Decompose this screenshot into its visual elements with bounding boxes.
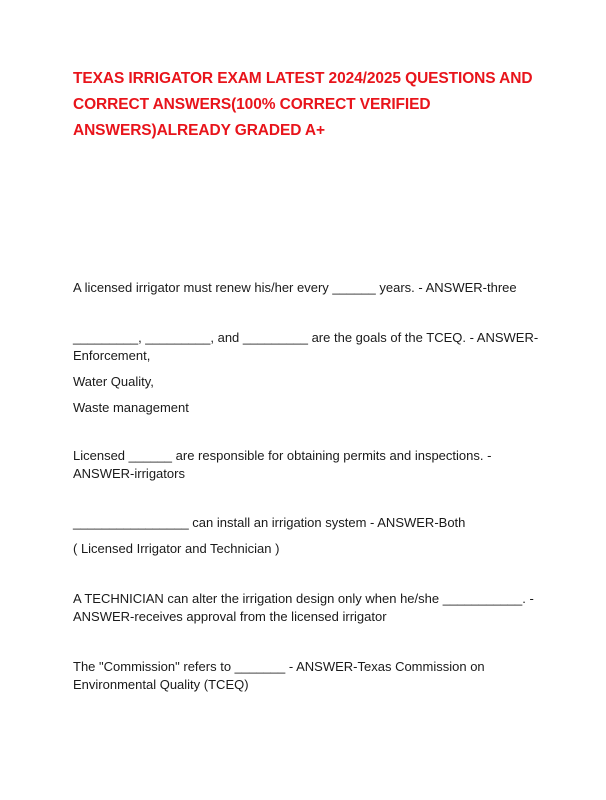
qa-text: A licensed irrigator must renew his/her every ______ years. - ANSWER-three	[73, 280, 517, 295]
qa-item-install	[73, 514, 543, 558]
qa-text: _________, _________, and _________ are the goals of the TCEQ. - ANSWER-Enforcement,	[73, 330, 539, 363]
qa-text: Water Quality,	[73, 374, 154, 389]
document-title: TEXAS IRRIGATOR EXAM LATEST 2024/2025 QUESTIONS AND CORRECT ANSWERS(100% CORRECT VERIFIED ANSWERS)ALREADY GRADED A+	[73, 70, 533, 139]
qa-item-technician	[73, 590, 543, 626]
qa-text: The "Commission" refers to _______ - ANSWER-Texas Commission on Environmental Quality (TCEQ)	[73, 659, 485, 692]
qa-text: ________________ can install an irrigation system - ANSWER-Both	[73, 515, 466, 530]
qa-text: Waste management	[73, 400, 189, 415]
qa-text: Licensed ______ are responsible for obtaining permits and inspections. - ANSWER-irrigators	[73, 448, 492, 481]
qa-text: A TECHNICIAN can alter the irrigation design only when he/she ___________. - ANSWER-receives approval from the licensed irrigator	[73, 591, 534, 624]
qa-item-permits	[73, 447, 543, 483]
qa-text: ( Licensed Irrigator and Technician )	[73, 541, 280, 556]
qa-item-commission	[73, 658, 543, 694]
qa-item-tceq-goals	[73, 329, 543, 417]
qa-item-renewal	[73, 279, 543, 297]
